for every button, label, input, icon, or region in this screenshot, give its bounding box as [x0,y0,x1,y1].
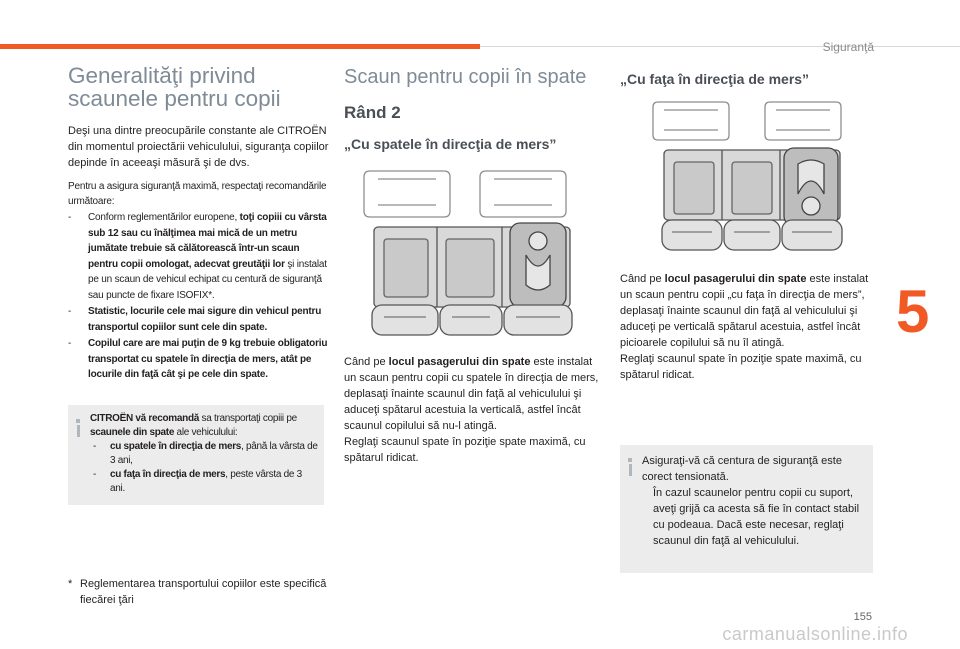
rearward-description: Când pe locul pasagerului din spate este instalat un scaun pentru copii cu spatele în direcţia de mers, deplasaţi înainte scaunul din faţă al vehiculului şi aduceţi spătarul acestuia la verticală, astfel încât scaunul copilului să nu-l atingă. [344,356,599,432]
forward-title: „Cu faţa în direcţia de mers” [620,71,810,87]
footnote: * Reglementarea transportului copiilor este specifică fiecărei ţări [68,578,327,606]
list-item: - Statistic, locurile cele mai sigure din vehicul pentru transportul copiilor sunt cele din spate. [68,306,322,333]
general-section [68,64,330,505]
tip-line: În cazul scaunelor pentru copii cu suport, aveţi grijă ca acesta să fie în contact stabil cu podeaua. Dacă este necesar, reglaţi scaunul din faţă al vehiculului. [653,487,860,547]
tip-line: Asiguraţi-vă că centura de siguranţă este corect tensionată. [642,455,842,483]
forward-section [620,70,878,383]
list-item: - cu spatele în direcţia de mers, până la vârsta de 3 ani, [93,440,318,466]
top-accent-bar [0,44,480,49]
rearward-title: „Cu spatele în direcţia de mers” [344,136,557,152]
rearward-adjust: Reglaţi scaunul spate în poziţie spate maximă, cu spătarul ridicat. [344,436,586,464]
seatbelt-tip-box [620,445,873,573]
recommendation-list [68,210,330,383]
watermark: carmanualsonline.info [722,624,908,644]
list-item: - Copilul care are mai puţin de 9 kg trebuie obligatoriu transportat cu spatele în direcţia de mers, atât pe locurile din faţă cât şi pe cele din spate. [68,338,328,380]
rear-seat-section [344,66,604,466]
row-title: Rând 2 [344,103,401,122]
list-item: - Conform reglementărilor europene, toţi copiii cu vârsta sub 12 sau cu înălţimea mai mică de un metru jumătate trebuie să călătorească într-un scaun pentru copii omologat, adecvat greutăţii lor şi instalat pe un scaun de vehicul echipat cu centură de siguranţă sau puncte de fixare ISOFIX*. [68,212,327,301]
forward-description: Când pe locul pasagerului din spate este instalat un scaun pentru copii „cu faţa în direcţia de mers”, deplasaţi înainte scaunul din faţă al vehiculului şi aduceţi pe verticală spătarul acestuia, astfel încât picioarele copilului să nu îl atingă. [620,273,869,349]
list-item: - cu faţa în direcţia de mers, peste vârsta de 3 ani. [93,468,302,494]
general-lead: Pentru a asigura siguranţă maximă, respectaţi recomandările următoare: [68,181,327,207]
recommendation-box: CITROËN vă recomandă sa transportaţi copiii pe scaunele din spate ale vehiculului: - cu spatele în direcţia de mers, până la vârsta de 3 ani, - cu faţa în direcţia de mers, peste vârsta de 3 ani. [68,405,324,505]
forward-child-seat-illustration [648,98,848,256]
general-title: Generalităţi privind scaunele pentru copii [68,63,281,111]
chapter-number: 5 [896,278,930,345]
top-rule [480,46,960,47]
info-icon [626,458,634,476]
forward-adjust: Reglaţi scaunul spate în poziţie spate maximă, cu spătarul ridicat. [620,353,862,381]
general-intro: Deşi una dintre preocupările constante ale CITROËN din momentul proiectării vehiculului, siguranţa copiilor depinde în aceeaşi măsură şi de dvs. [68,125,329,169]
section-title: Siguranţă [822,40,874,54]
page-number: 155 [853,611,872,623]
rearward-child-seat-illustration [344,165,596,341]
info-icon [74,419,82,437]
rear-seat-title: Scaun pentru copii în spate [344,66,587,88]
